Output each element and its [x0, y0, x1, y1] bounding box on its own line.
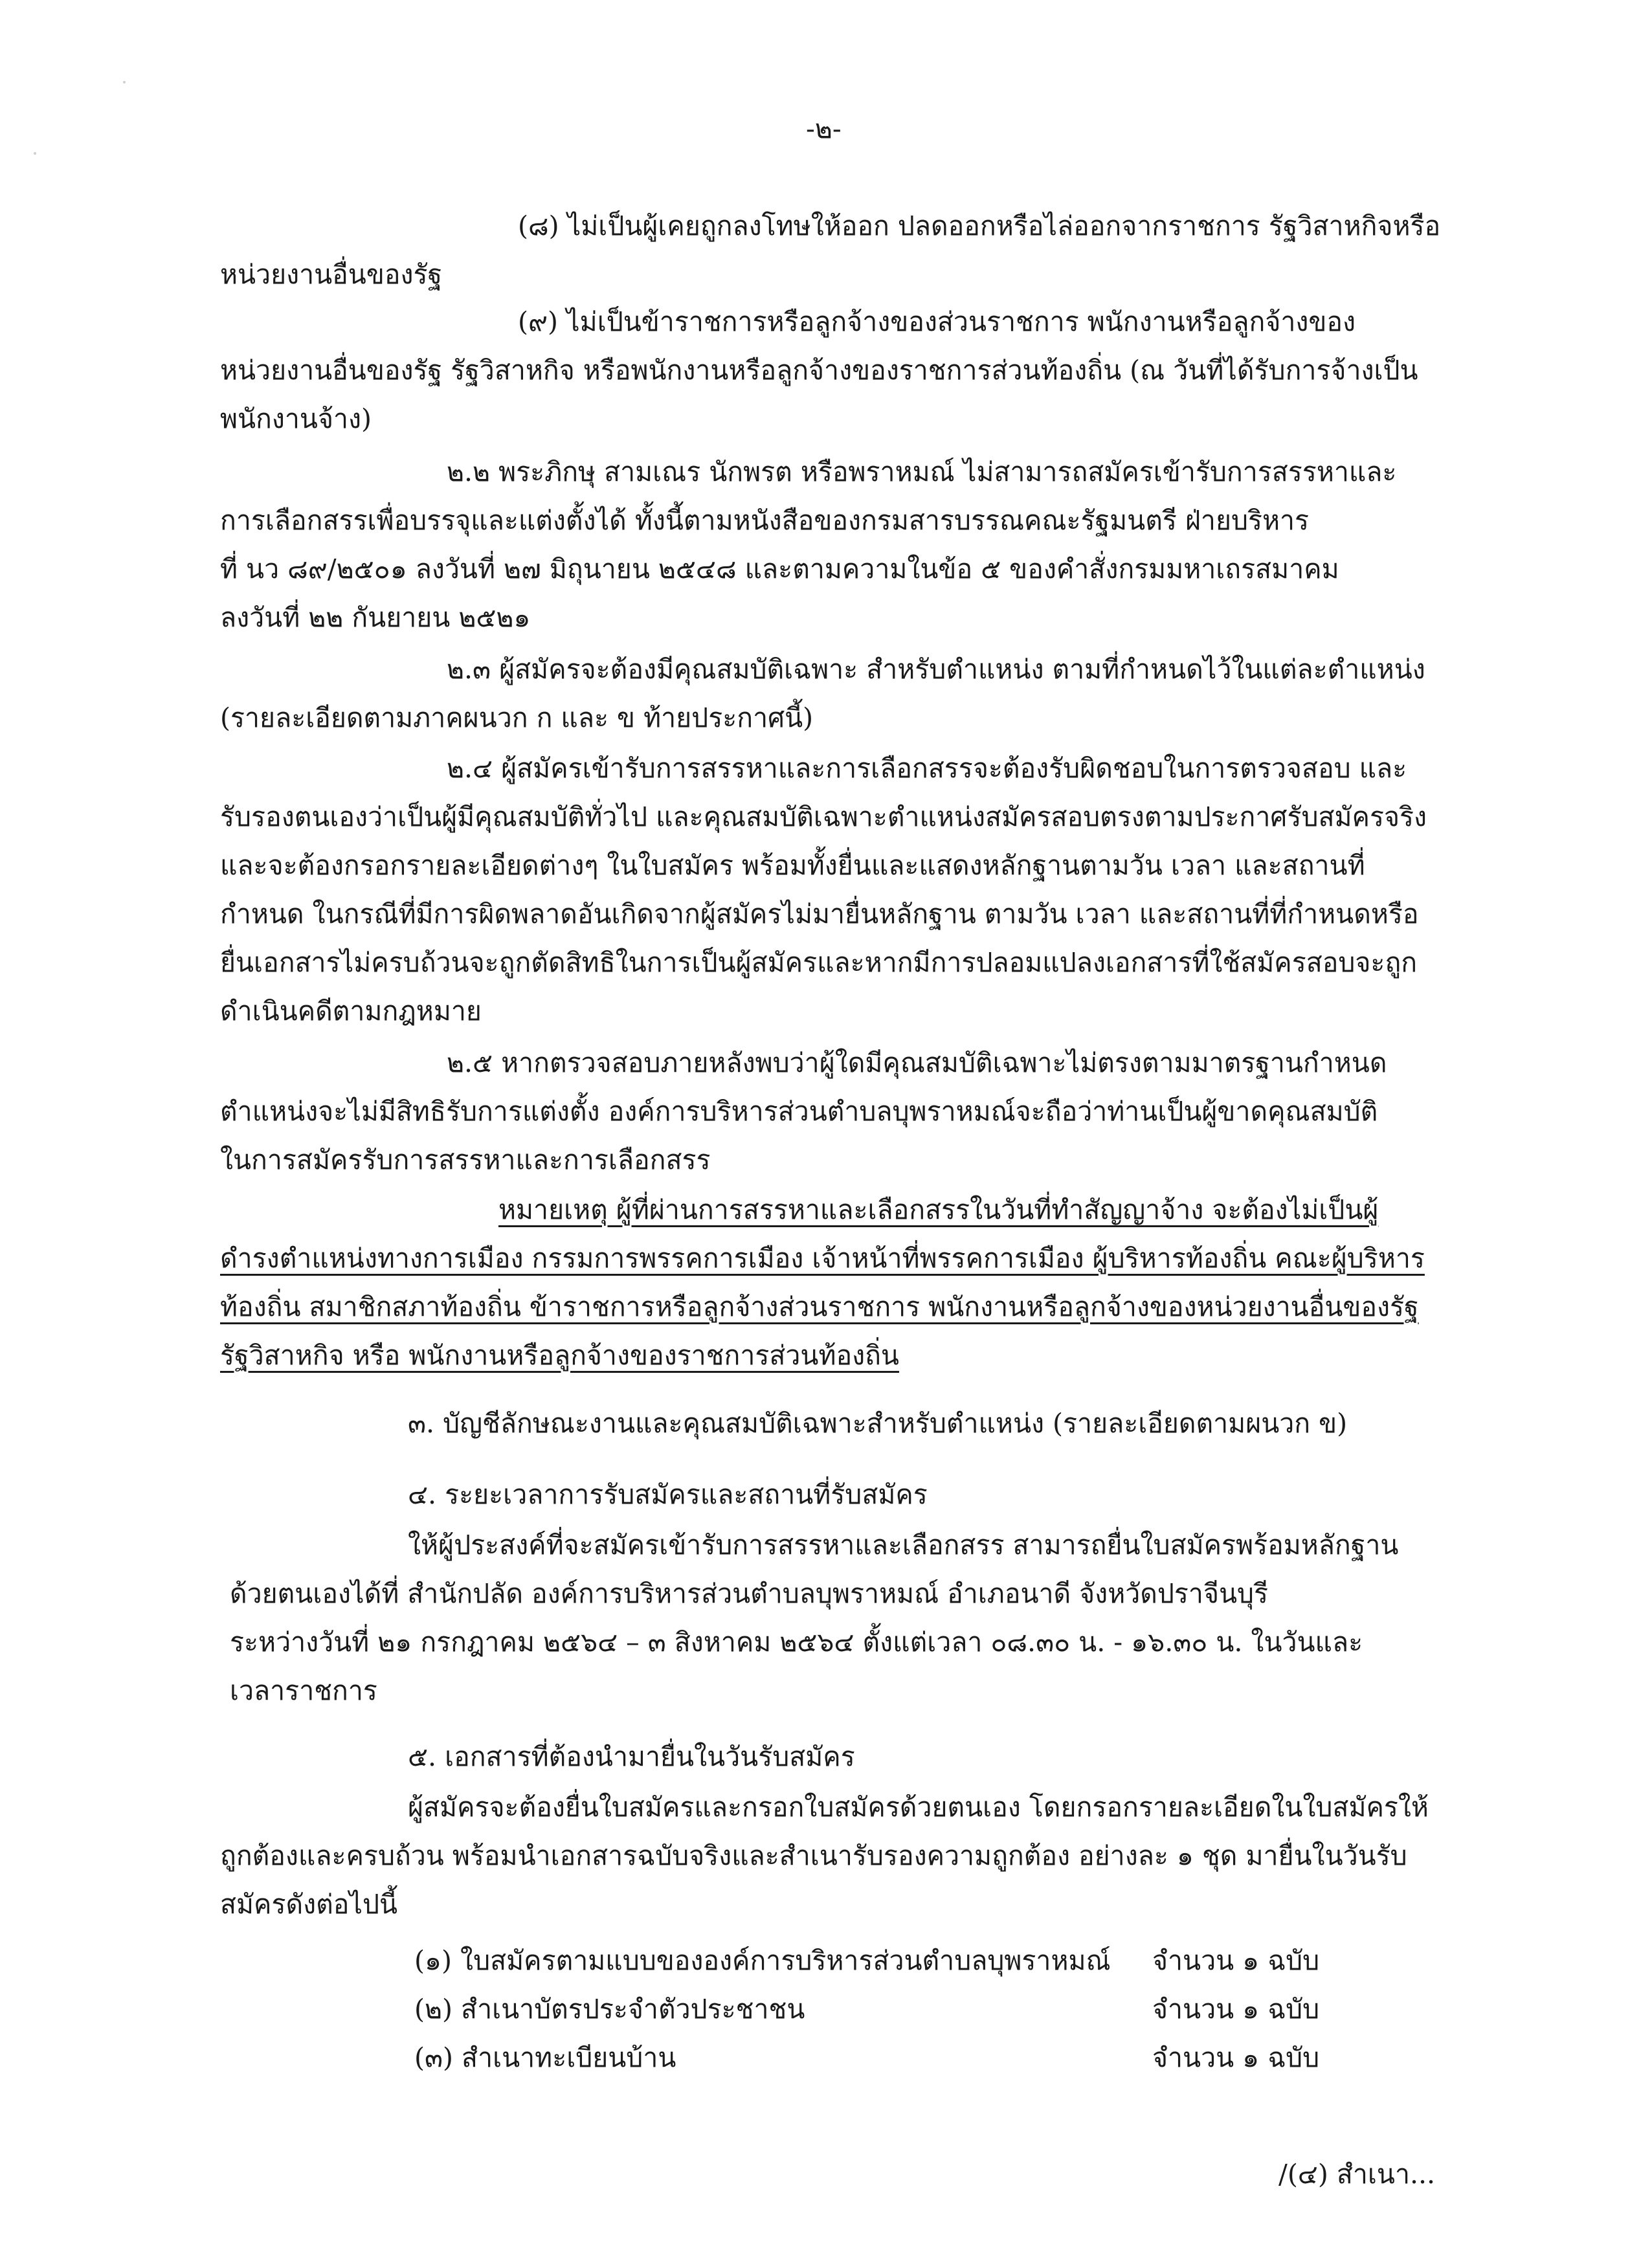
item-8-line-1: (๘) ไม่เป็นผู้เคยถูกลงโทษให้ออก ปลดออกหรือไล่ออกจากราชการ รัฐวิสาหกิจหรือ	[518, 210, 1441, 241]
document-item-qty: จำนวน ๑ ฉบับ	[1152, 1945, 1320, 1976]
document-item-qty: จำนวน ๑ ฉบับ	[1152, 2042, 1320, 2073]
document-item-label: (๒) สำเนาบัตรประจำตัวประชาชน	[414, 1994, 805, 2025]
section-5-line-1: ผู้สมัครจะต้องยื่นใบสมัครและกรอกใบสมัครด้วยตนเอง โดยกรอกรายละเอียดในใบสมัครให้	[408, 1792, 1429, 1823]
section-2-4-line-4: กำหนด ในกรณีที่มีการผิดพลาดอันเกิดจากผู้สมัครไม่มายื่นหลักฐาน ตามวัน เวลา และสถานที่ที่กำหนดหรือ	[220, 898, 1419, 929]
item-9-line-1: (๙) ไม่เป็นข้าราชการหรือลูกจ้างของส่วนราชการ พนักงานหรือลูกจ้างของ	[518, 306, 1356, 337]
section-3: ๓. บัญชีลักษณะงานและคุณสมบัติเฉพาะสำหรับตำแหน่ง (รายละเอียดตามผนวก ข)	[408, 1408, 1348, 1439]
section-2-4-line-6: ดำเนินคดีตามกฎหมาย	[220, 995, 482, 1027]
note-line-1: หมายเหตุ ผู้ที่ผ่านการสรรหาและเลือกสรรในวันที่ทำสัญญาจ้าง จะต้องไม่เป็นผู้	[498, 1194, 1379, 1225]
section-2-2-line-2: การเลือกสรรเพื่อบรรจุและแต่งตั้งได้ ทั้งนี้ตามหนังสือของกรมสารบรรณคณะรัฐมนตรี ฝ่ายบริหาร	[220, 505, 1310, 536]
document-item-label: (๑) ใบสมัครตามแบบขององค์การบริหารส่วนตำบลบุพราหมณ์	[414, 1945, 1111, 1976]
section-2-4-line-3: และจะต้องกรอกรายละเอียดต่างๆ ในใบสมัคร พร้อมทั้งยื่นและแสดงหลักฐานตามวัน เวลา และสถานที่	[220, 850, 1365, 881]
section-2-4-line-2: รับรองตนเองว่าเป็นผู้มีคุณสมบัติทั่วไป และคุณสมบัติเฉพาะตำแหน่งสมัครสอบตรงตามประกาศรับสมัครจริง	[220, 801, 1427, 832]
section-2-3-line-2: (รายละเอียดตามภาคผนวก ก และ ข ท้ายประกาศนี้)	[220, 702, 814, 733]
section-2-5-line-2: ตำแหน่งจะไม่มีสิทธิรับการแต่งตั้ง องค์การบริหารส่วนตำบลบุพราหมณ์จะถือว่าท่านเป็นผู้ขาดคุณสมบัติ	[220, 1096, 1378, 1127]
section-2-3-line-1: ๒.๓ ผู้สมัครจะต้องมีคุณสมบัติเฉพาะ สำหรับตำแหน่ง ตามที่กำหนดไว้ในแต่ละตำแหน่ง	[447, 654, 1425, 685]
document-item-label: (๓) สำเนาทะเบียนบ้าน	[414, 2042, 676, 2073]
section-4-line-1: ให้ผู้ประสงค์ที่จะสมัครเข้ารับการสรรหาและเลือกสรร สามารถยื่นใบสมัครพร้อมหลักฐาน	[408, 1529, 1399, 1561]
section-5-line-3: สมัครดังต่อไปนี้	[220, 1889, 398, 1920]
section-4-line-2: ด้วยตนเองได้ที่ สำนักปลัด องค์การบริหารส่วนตำบลบุพราหมณ์ อำเภอนาดี จังหวัดปราจีนบุรี	[230, 1578, 1269, 1609]
section-2-2-line-1: ๒.๒ พระภิกษุ สามเณร นักพรต หรือพราหมณ์ ไม่สามารถสมัครเข้ารับการสรรหาและ	[447, 456, 1397, 487]
scan-speck	[34, 152, 36, 155]
section-2-4-line-1: ๒.๔ ผู้สมัครเข้ารับการสรรหาและการเลือกสรรจะต้องรับผิดชอบในการตรวจสอบ และ	[447, 753, 1407, 784]
continuation-marker: /(๔) สำเนา...	[1278, 2159, 1436, 2190]
section-2-5-line-1: ๒.๕ หากตรวจสอบภายหลังพบว่าผู้ใดมีคุณสมบัติเฉพาะไม่ตรงตามมาตรฐานกำหนด	[447, 1047, 1387, 1078]
scan-speck	[123, 81, 126, 83]
item-9-line-3: พนักงานจ้าง)	[220, 403, 372, 434]
section-2-5-line-3: ในการสมัครรับการสรรหาและการเลือกสรร	[220, 1144, 711, 1175]
section-2-4-line-5: ยื่นเอกสารไม่ครบถ้วนจะถูกตัดสิทธิในการเป็นผู้สมัครและหากมีการปลอมแปลงเอกสารที่ใช้สมัครสอบจะถูก	[220, 947, 1418, 978]
item-8-line-2: หน่วยงานอื่นของรัฐ	[220, 259, 443, 290]
note-line-3: ท้องถิ่น สมาชิกสภาท้องถิ่น ข้าราชการหรือลูกจ้างส่วนราชการ พนักงานหรือลูกจ้างของหน่วยงานอื่นของรัฐ	[220, 1291, 1419, 1322]
section-2-2-line-3: ที่ นว ๘๙/๒๕๐๑ ลงวันที่ ๒๗ มิถุนายน ๒๕๔๘ และตามความในข้อ ๕ ของคำสั่งกรมมหาเถรสมาคม	[220, 553, 1339, 584]
document-item-qty: จำนวน ๑ ฉบับ	[1152, 1994, 1320, 2025]
section-4-heading: ๔. ระยะเวลาการรับสมัครและสถานที่รับสมัคร	[408, 1479, 928, 1510]
page-number: -๒-	[806, 113, 842, 144]
section-5-heading: ๕. เอกสารที่ต้องนำมายื่นในวันรับสมัคร	[408, 1741, 855, 1772]
section-5-line-2: ถูกต้องและครบถ้วน พร้อมนำเอกสารฉบับจริงและสำเนารับรองความถูกต้อง อย่างละ ๑ ชุด มายื่นในวันรับ	[220, 1840, 1407, 1871]
section-4-line-4: เวลาราชการ	[230, 1675, 377, 1706]
note-line-4: รัฐวิสาหกิจ หรือ พนักงานหรือลูกจ้างของราชการส่วนท้องถิ่น	[220, 1340, 899, 1371]
section-2-2-line-4: ลงวันที่ ๒๒ กันยายน ๒๕๒๑	[220, 602, 531, 633]
note-line-2: ดำรงตำแหน่งทางการเมือง กรรมการพรรคการเมือง เจ้าหน้าที่พรรคการเมือง ผู้บริหารท้องถิ่น คณะผู้บริหาร	[220, 1243, 1425, 1274]
item-9-line-2: หน่วยงานอื่นของรัฐ รัฐวิสาหกิจ หรือพนักงานหรือลูกจ้างของราชการส่วนท้องถิ่น (ณ วันที่ได้รับการจ้างเป็น	[220, 355, 1418, 386]
section-4-line-3: ระหว่างวันที่ ๒๑ กรกฎาคม ๒๕๖๔ – ๓ สิงหาคม ๒๕๖๔ ตั้งแต่เวลา ๐๘.๓๐ น. - ๑๖.๓๐ น. ในวันและ	[230, 1627, 1363, 1658]
